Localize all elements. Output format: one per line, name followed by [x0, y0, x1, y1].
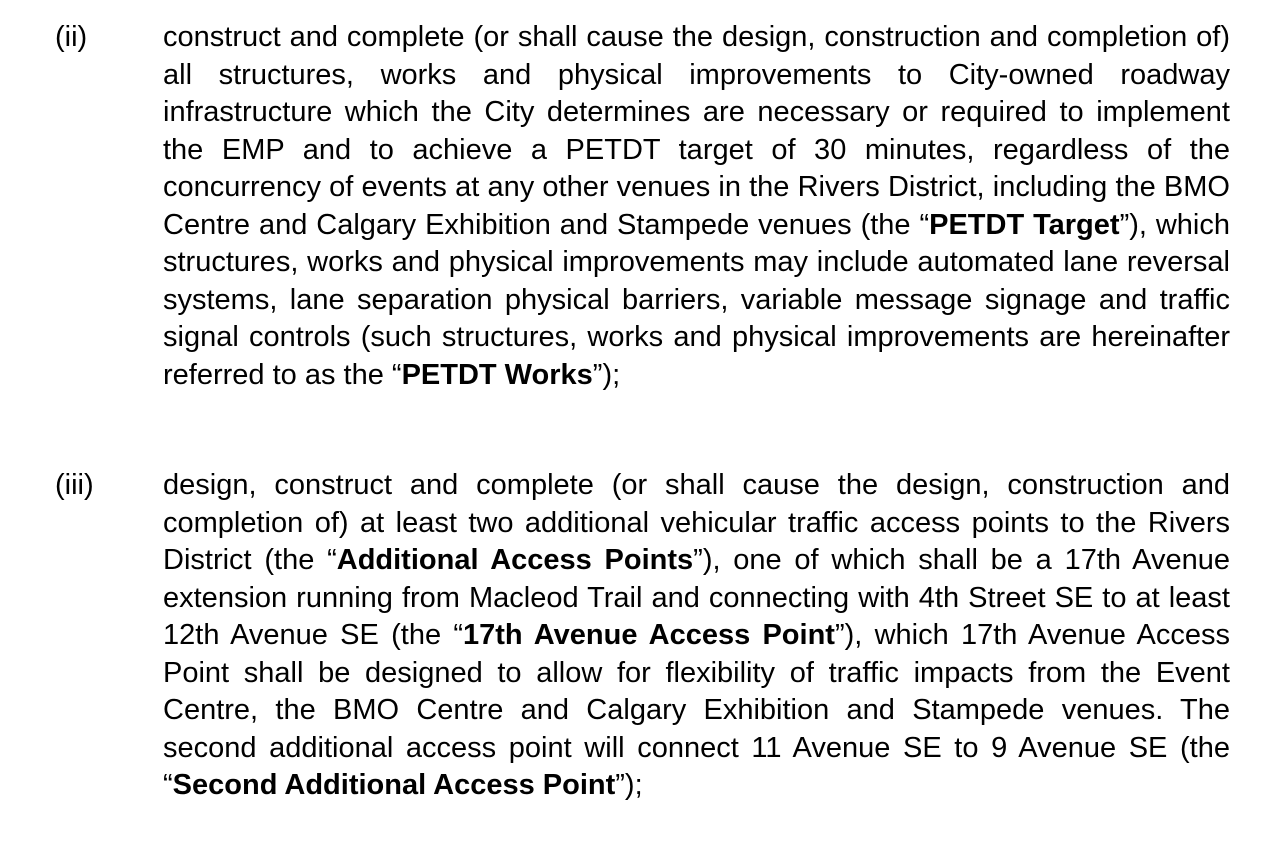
text-segment: ”), which 17th Avenue Access Point shall be designed to allow for flexibility of traffic impacts from the Event Centre, the BMO Centre and Calgary Exhibition and Stampede venues. The second additional access point will connect 11 Avenue SE to 9 Avenue SE (the “ [163, 619, 1230, 801]
clause-number: (ii) [55, 21, 88, 53]
clause-text [163, 19, 1230, 394]
text-segment: ”), which structures, works and physical improvements may include automated lane reversal systems, lane separation physical barriers, variable message signage and traffic signal controls (such structures, works and physical improvements are hereinafter referred to as the “ [163, 208, 1230, 391]
clause-text [163, 467, 1230, 805]
defined-term-petdt-target: PETDT Target [929, 208, 1120, 241]
defined-term-17th-avenue-access-point: 17th Avenue Access Point [462, 619, 835, 651]
defined-term-second-additional-access-point: Second Additional Access Point [172, 769, 616, 801]
clause-number: (iii) [55, 469, 94, 501]
defined-term-additional-access-points: Additional Access Points [336, 544, 694, 576]
text-segment: construct and complete (or shall cause the design, construction and completion of) all structures, works and physical improvements to City-owned roadway infrastructure which the City determines are necessary or required to implement the EMP and to achieve a PETDT target of 30 minutes, regardless of the concurrency of events at any other venues in the Rivers District, including the BMO Centre and Calgary Exhibition and Stampede venues (the “ [163, 21, 1230, 241]
text-segment: design, construct and complete (or shall cause the design, construction and completion of) at least two additional vehicular traffic access points to the Rivers District (the “ [163, 469, 1230, 576]
text-segment: ”), one of which shall be a 17th Avenue extension running from Macleod Trail and connecting with 4th Street SE to at least 12th Avenue SE (the “ [163, 544, 1231, 651]
defined-term-petdt-works: PETDT Works [401, 358, 593, 391]
text-segment: ”); [615, 769, 643, 801]
text-segment: ”); [592, 358, 621, 391]
